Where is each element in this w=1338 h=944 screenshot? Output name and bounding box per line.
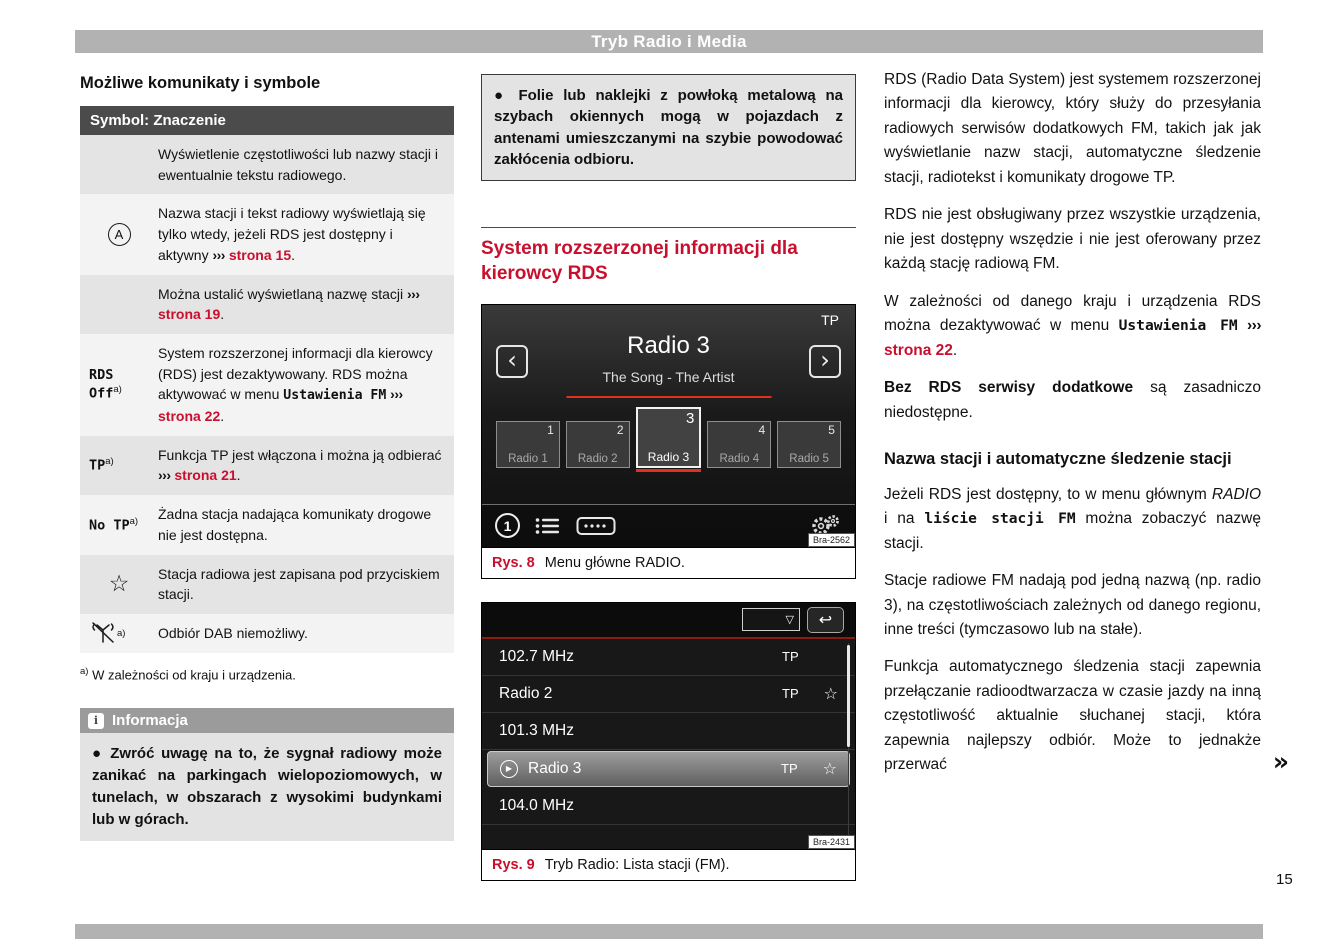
section-title-left: Możliwe komunikaty i symbole bbox=[80, 74, 321, 92]
info-box-body: ● Zwróć uwagę na to, że sygnał radiowy może zanikać na parkingach wielopoziomowych, w tunelach, w obszarach z wysokimi budynkami lub w górach. bbox=[80, 733, 454, 841]
play-icon bbox=[500, 760, 518, 778]
figure-label: Rys. 9 bbox=[492, 856, 535, 873]
cross-ref-arrows: ››› bbox=[407, 285, 420, 302]
favorite-star-icon: ☆ bbox=[823, 684, 838, 704]
paragraph: RDS (Radio Data System) jest systemem rozszerzonej informacji dla kierowcy, który służy do przesyłania radiowych serwisów dodatkowych FM, takich jak jak wyświetlanie nazw stacji, automatyczne śledzenie stacji, radiotekst i komunikaty drogowe TP. bbox=[884, 71, 1261, 186]
figure-caption-text: Tryb Radio: Lista stacji (FM). bbox=[544, 856, 730, 873]
preset-buttons-row bbox=[496, 407, 841, 468]
footnote-marker: a) bbox=[113, 384, 122, 396]
note-box: ● Folie lub naklejki z powłoką metalową na szybach okiennych mogą w pojazdach z antenami umieszczanymi na szybie powodować zakłócenia odbioru. bbox=[481, 74, 856, 181]
footnote-text: W zależności od kraju i urządzenia. bbox=[92, 667, 296, 683]
menu-path: Ustawienia FM bbox=[283, 388, 387, 404]
station-row bbox=[482, 676, 855, 713]
table-row-dab bbox=[80, 614, 454, 653]
cross-ref-arrows: ››› bbox=[212, 246, 225, 263]
footnote-marker: a) bbox=[129, 515, 139, 527]
cell-text: System rozszerzonej informacji dla kierowcy (RDS) jest dezaktywowany. RDS można aktywować w menu bbox=[158, 345, 433, 403]
symbol-cell bbox=[80, 555, 158, 614]
paragraph bbox=[884, 483, 1261, 556]
source-1-badge: 1 bbox=[495, 513, 520, 538]
page-number: 15 bbox=[1276, 871, 1293, 888]
preset-label: Radio 4 bbox=[719, 452, 760, 465]
cell-text: Można ustalić wyświetlaną nazwę stacji bbox=[158, 285, 404, 302]
tp-word: TP bbox=[89, 457, 106, 474]
table-row-tp bbox=[80, 436, 454, 495]
no-tp-word: No TP bbox=[89, 517, 130, 534]
scrollbar-thumb bbox=[847, 645, 850, 747]
tp-symbol bbox=[89, 456, 114, 474]
cell-text: Żadna stacja nadająca komunikaty drogowe nie jest dostępna. bbox=[158, 506, 432, 543]
figure-caption-text: Menu główne RADIO. bbox=[544, 554, 685, 571]
cell-text: Nazwa stacji i tekst radiowy wyświetlają się tylko wtedy, jeżeli RDS jest dostępny i aktywny bbox=[158, 205, 426, 263]
subsection-title: Nazwa stacji i automatyczne śledzenie stacji bbox=[884, 450, 1232, 469]
paragraph: RDS nie jest obsługiwany przez wszystkie urządzenia, nie jest dostępny wszędzie i nie jest oferowany przez każdą stację radiową FM. bbox=[884, 206, 1261, 273]
rds-word: RDS bbox=[89, 367, 114, 384]
cell-text: Stacja radiowa jest zapisana pod przyciskiem stacji. bbox=[158, 565, 440, 603]
chevron-right-icon: › bbox=[820, 345, 830, 374]
continuation-mark: » bbox=[1272, 747, 1289, 777]
tp-flag: TP bbox=[781, 761, 798, 777]
paragraph: Stacje radiowe FM nadają pod jedną nazwą (np. radio 3), na częstotliwościach zależnych od danego regionu, inne treści (tymczasowo lub na stałe). bbox=[884, 572, 1261, 638]
period: . bbox=[220, 407, 225, 424]
paragraph-text: W zależności od danego kraju i urządzenia RDS można dezaktywować w menu bbox=[884, 292, 1261, 335]
current-station-name: Radio 3 bbox=[627, 331, 710, 359]
table-row-star bbox=[80, 555, 454, 614]
preset-strip-icon bbox=[576, 516, 616, 536]
menu-path: liście stacji FM bbox=[924, 510, 1076, 528]
page-reference: strona 15 bbox=[228, 246, 292, 263]
list-header-bar bbox=[482, 603, 855, 639]
paragraph-text: i na bbox=[884, 510, 925, 528]
footnote-marker: a) bbox=[80, 665, 89, 677]
preset-label: Radio 3 bbox=[647, 449, 690, 464]
menu-path: Ustawienia FM bbox=[1118, 317, 1238, 335]
preset-number: 1 bbox=[547, 422, 554, 437]
cell-text: Funkcja TP jest włączona i można ją odbierać bbox=[158, 446, 442, 463]
period: . bbox=[952, 341, 958, 359]
preset-label: Radio 2 bbox=[577, 452, 618, 465]
page-reference: strona 21 bbox=[174, 467, 237, 484]
star-icon: ☆ bbox=[108, 571, 130, 598]
station-row-playing bbox=[487, 751, 850, 787]
period: . bbox=[291, 246, 295, 263]
preset-button-2 bbox=[566, 421, 630, 468]
filter-dropdown bbox=[742, 608, 800, 631]
page-reference: strona 22 bbox=[158, 407, 221, 424]
info-box-header bbox=[80, 708, 454, 733]
triangle-down-icon: ▽ bbox=[785, 613, 794, 627]
symbol-cell bbox=[80, 495, 158, 554]
middle-column bbox=[481, 74, 856, 881]
symbols-table bbox=[80, 106, 454, 653]
station-row bbox=[482, 788, 855, 825]
left-column bbox=[80, 74, 454, 841]
preset-number: 2 bbox=[616, 422, 624, 437]
paragraph bbox=[884, 655, 1289, 777]
station-list-screen bbox=[482, 603, 855, 849]
tp-flag: TP bbox=[782, 686, 799, 702]
radio-main-screen bbox=[482, 305, 855, 547]
preset-label: Radio 1 bbox=[508, 452, 548, 465]
figure-code: Bra-2562 bbox=[808, 533, 855, 547]
cross-ref-arrows: ››› bbox=[1247, 317, 1261, 335]
footnote-marker: a) bbox=[105, 456, 114, 468]
preset-label: Radio 5 bbox=[789, 452, 829, 465]
cell-text: Wyświetlenie częstotliwości lub nazwy stacji i ewentualnie tekstu radiowego. bbox=[158, 146, 438, 183]
period: . bbox=[220, 306, 225, 323]
station-name: 101.3 MHz bbox=[499, 721, 574, 739]
footnote-marker: a) bbox=[117, 627, 126, 639]
footnote bbox=[80, 666, 454, 682]
info-icon: i bbox=[88, 713, 104, 729]
tp-indicator: TP bbox=[821, 311, 839, 328]
selected-station-underline bbox=[566, 396, 771, 398]
section-title-rds: System rozszerzonej informacji dla kierowcy RDS bbox=[481, 227, 856, 286]
station-name: 104.0 MHz bbox=[499, 796, 574, 814]
preset-button-4 bbox=[707, 421, 771, 468]
circled-a-letter: A bbox=[114, 227, 124, 243]
off-word: Off bbox=[89, 385, 114, 402]
preset-number: 5 bbox=[828, 422, 835, 437]
station-row bbox=[482, 713, 855, 750]
no-tp-symbol bbox=[89, 516, 138, 534]
symbol-cell bbox=[80, 135, 158, 334]
rds-off-symbol bbox=[89, 367, 122, 402]
page-reference: strona 19 bbox=[158, 306, 221, 323]
symbol-cell bbox=[80, 614, 158, 653]
figure-8 bbox=[481, 304, 856, 579]
paragraph bbox=[884, 376, 1261, 425]
figure-9-caption bbox=[482, 849, 855, 880]
figure-8-caption bbox=[482, 547, 855, 578]
table-row-no-tp bbox=[80, 495, 454, 554]
play-triangle: ▶ bbox=[505, 764, 513, 774]
page-header-bar bbox=[75, 30, 1263, 53]
preset-button-5 bbox=[777, 421, 841, 468]
symbol-cell bbox=[80, 436, 158, 495]
station-name: 102.7 MHz bbox=[499, 647, 574, 665]
return-arrow-icon: ↩ bbox=[818, 610, 833, 630]
preset-button-3-selected bbox=[636, 407, 702, 468]
cell-text: Odbiór DAB niemożliwy. bbox=[158, 624, 308, 641]
figure-label: Rys. 8 bbox=[492, 554, 535, 571]
paragraph-text: Jeżeli RDS jest dostępny, to w menu głównym bbox=[884, 485, 1212, 503]
no-dab-antenna-icon bbox=[89, 622, 117, 644]
table-row-rds-off bbox=[80, 334, 454, 436]
station-name: Radio 3 bbox=[528, 759, 582, 777]
paragraph-text: są zasadniczo niedostępne. bbox=[884, 379, 1261, 421]
tp-flag: TP bbox=[782, 649, 799, 665]
song-title: The Song - The Artist bbox=[602, 368, 735, 385]
station-name: Radio 2 bbox=[499, 684, 553, 702]
paragraph-text: Funkcja automatycznego śledzenia stacji zapewnia przełączanie radioodtwarzacza w czasie jazdy na inną częstotliwość aktualnie słuchanej stacji, która zapewnia najlepszy odbiór. Może to jednakże przerwać bbox=[884, 658, 1261, 774]
station-row bbox=[482, 639, 855, 676]
period: . bbox=[236, 467, 241, 484]
italic-text: RADIO bbox=[1211, 485, 1261, 503]
radio-footer-bar bbox=[482, 504, 855, 547]
paragraph bbox=[884, 290, 1261, 363]
cross-ref-arrows: ››› bbox=[390, 386, 403, 403]
table-header: Symbol: Znaczenie bbox=[80, 106, 454, 135]
info-box-title: Informacja bbox=[112, 712, 188, 730]
favorite-star-icon: ☆ bbox=[822, 759, 837, 779]
chevron-left-icon: ‹ bbox=[507, 345, 517, 374]
preset-number: 4 bbox=[758, 422, 766, 437]
paragraph-text: można zobaczyć nazwę stacji. bbox=[884, 510, 1261, 552]
page-footer-bar bbox=[75, 924, 1263, 939]
cross-ref-arrows: ››› bbox=[158, 467, 171, 484]
station-list-icon bbox=[535, 517, 561, 535]
symbol-cell bbox=[80, 334, 158, 436]
page-reference: strona 22 bbox=[884, 341, 953, 359]
bold-text: Bez RDS serwisy dodatkowe bbox=[884, 379, 1134, 397]
preset-number: 3 bbox=[686, 409, 695, 427]
table-row-display bbox=[80, 135, 454, 334]
page-header-title: Tryb Radio i Media bbox=[591, 31, 747, 51]
figure-9 bbox=[481, 602, 856, 881]
right-column bbox=[884, 68, 1289, 791]
circled-a-icon bbox=[108, 223, 131, 246]
figure-code: Bra-2431 bbox=[808, 835, 855, 849]
preset-button-1 bbox=[496, 421, 560, 468]
back-button bbox=[807, 607, 844, 633]
